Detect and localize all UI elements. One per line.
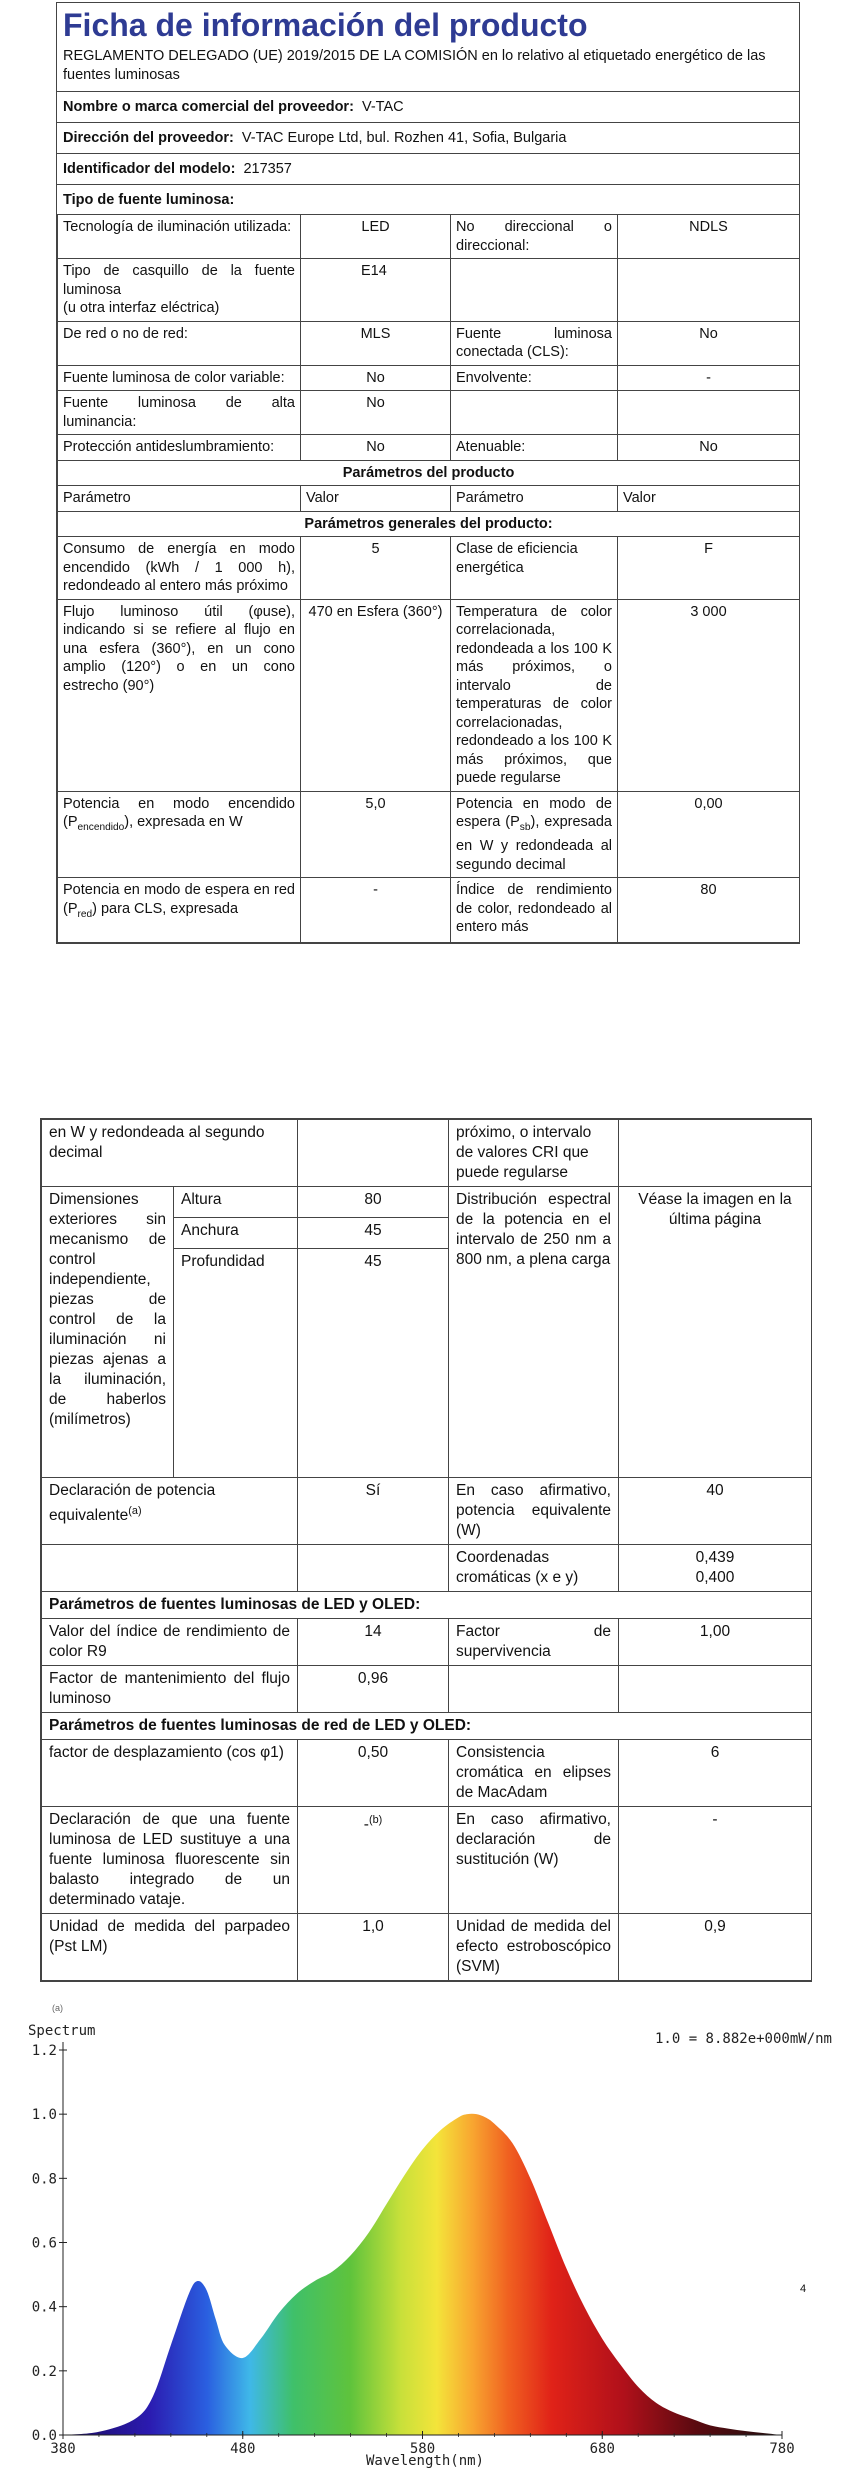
cell-value xyxy=(298,1807,449,1914)
cell-value: 80 xyxy=(618,878,800,943)
cell-label: Declaración de que una fuente luminosa de LED sustituye a una fuente luminosa fluorescente sin balasto integrado de un determinado vataje. xyxy=(42,1807,298,1914)
supplier-address-label: Dirección del proveedor: xyxy=(63,130,234,146)
standby-sub: sb xyxy=(519,821,531,833)
table-row xyxy=(42,1187,812,1218)
cell-value: 1,00 xyxy=(619,1619,812,1666)
cell-empty xyxy=(618,391,800,435)
table-row xyxy=(58,259,800,322)
source-type-row xyxy=(57,184,799,215)
cell-value: 3 000 xyxy=(618,599,800,791)
cell-label: próximo, o intervalo de valores CRI que puede regularse xyxy=(449,1120,619,1187)
table-row xyxy=(58,486,800,512)
cell-value: No xyxy=(301,391,451,435)
col-header-param: Parámetro xyxy=(451,486,618,512)
footnote-fragment: (a) xyxy=(52,2003,63,2013)
source-type-label: Tipo de fuente luminosa: xyxy=(63,192,235,208)
cell-value: 40 xyxy=(619,1478,812,1545)
net-standby-label-b: ) para CLS, expresada xyxy=(92,900,239,917)
y-tick-label: 0.0 xyxy=(31,2428,57,2444)
cell-label: Protección antideslumbramiento: xyxy=(58,435,301,461)
led-oled-header: Parámetros de fuentes luminosas de LED y OLED: xyxy=(42,1592,812,1619)
cell-value: F xyxy=(618,537,800,600)
params-table-continued xyxy=(41,1119,812,1981)
cell-label: Fuente luminosa de color variable: xyxy=(58,365,301,391)
supplier-name-label: Nombre o marca comercial del proveedor: xyxy=(63,99,354,115)
x-tick-label: 480 xyxy=(230,2441,256,2457)
dims-label: Dimensiones exteriores sin mecanismo de control independiente, piezas de control de la iluminación ni piezas ajenas a la iluminación, de haberlos (milímetros) xyxy=(42,1187,174,1478)
table-row xyxy=(58,435,800,461)
model-id-value: 217357 xyxy=(243,161,292,177)
cell-label xyxy=(451,791,618,878)
cell-value: No xyxy=(301,365,451,391)
cell-label: Clase de eficiencia energética xyxy=(451,537,618,600)
col-header-value: Valor xyxy=(618,486,800,512)
cell-label: Valor del índice de rendimiento de color R9 xyxy=(42,1619,298,1666)
cell-label: Envolvente: xyxy=(451,365,618,391)
plot-area xyxy=(32,2042,795,2457)
cell-value: 5 xyxy=(301,537,451,600)
table-row xyxy=(58,599,800,791)
cell-value: 0,96 xyxy=(298,1666,449,1713)
cell-label: Unidad de medida del parpadeo (Pst LM) xyxy=(42,1914,298,1981)
cell-value: LED xyxy=(301,215,451,259)
table-row xyxy=(42,1666,812,1713)
table-row xyxy=(42,1478,812,1545)
cell-empty xyxy=(619,1120,812,1187)
cell-value: MLS xyxy=(301,321,451,365)
y-tick-label: 1.2 xyxy=(31,2043,57,2059)
cell-label: De red o no de red: xyxy=(58,321,301,365)
table-row xyxy=(58,391,800,435)
cell-value: No xyxy=(618,321,800,365)
cell-label: No direccional o direccional: xyxy=(451,215,618,259)
cell-label: Factor de supervivencia xyxy=(449,1619,619,1666)
supplier-address-row xyxy=(57,122,799,153)
cell-label: En caso afirmativo, declaración de sustitución (W) xyxy=(449,1807,619,1914)
standby-label-a: Potencia en modo de espera (P xyxy=(456,795,612,830)
page-title: Ficha de información del producto xyxy=(63,7,588,43)
product-info-sheet-continued xyxy=(40,1118,812,1982)
col-header-value: Valor xyxy=(301,486,451,512)
cell-label: factor de desplazamiento (cos φ1) xyxy=(42,1740,298,1807)
chroma-y: 0,400 xyxy=(695,1569,735,1586)
cell-label-main: Tipo de casquillo de la fuente luminosa xyxy=(63,263,295,298)
power-on-label-b: ), expresada en W xyxy=(124,814,243,830)
col-header-param: Parámetro xyxy=(58,486,301,512)
x-tick-label: 380 xyxy=(50,2441,76,2457)
chroma-x: 0,439 xyxy=(695,1549,735,1566)
cell-value: 0,00 xyxy=(618,791,800,878)
dim-value: 45 xyxy=(298,1249,449,1478)
cell-label: Flujo luminoso útil (φuse), indicando si se refiere al flujo en una esfera (360°), en un cono amplio (120°) o en un cono estrecho (90°) xyxy=(58,599,301,791)
cell-value: No xyxy=(301,435,451,461)
x-tick-label: 780 xyxy=(769,2441,795,2457)
table-row xyxy=(58,878,800,943)
table-row xyxy=(42,1713,812,1740)
cell-empty xyxy=(298,1545,449,1592)
cell-label: Consumo de energía en modo encendido (kWh / 1 000 h), redondeado al entero más próximo xyxy=(58,537,301,600)
cell-empty xyxy=(618,259,800,322)
cell-label: En caso afirmativo, potencia equivalente (W) xyxy=(449,1478,619,1545)
cell-label xyxy=(58,878,301,943)
cell-value: No xyxy=(618,435,800,461)
type-table xyxy=(57,214,800,943)
table-row xyxy=(42,1619,812,1666)
cell-label: Coordenadas cromáticas (x e y) xyxy=(449,1545,619,1592)
cell-label xyxy=(58,259,301,322)
mains-led-header: Parámetros de fuentes luminosas de red de LED y OLED: xyxy=(42,1713,812,1740)
cell-label: Atenuable: xyxy=(451,435,618,461)
table-row xyxy=(58,365,800,391)
chart-scale-note: 1.0 = 8.882e+000mW/nm xyxy=(654,2031,832,2047)
power-on-label-a: Potencia en modo encendido (P xyxy=(63,795,295,830)
supplier-name-value: V-TAC xyxy=(361,99,404,115)
cell-value xyxy=(619,1545,812,1592)
y-tick-label: 0.8 xyxy=(31,2171,57,2188)
cell-empty xyxy=(451,391,618,435)
table-row xyxy=(42,1807,812,1914)
table-row xyxy=(58,791,800,878)
dim-name: Profundidad xyxy=(174,1249,298,1478)
page-number: 4 xyxy=(800,2283,807,2295)
dim-name: Altura xyxy=(174,1187,298,1218)
cell-label: Fuente luminosa de alta luminancia: xyxy=(58,391,301,435)
cell-label-extra: (u otra interfaz eléctrica) xyxy=(63,300,220,316)
cell-label: Tecnología de iluminación utilizada: xyxy=(58,215,301,259)
cell-label: Fuente luminosa conectada (CLS): xyxy=(451,321,618,365)
y-tick-label: 0.6 xyxy=(31,2235,57,2252)
net-standby-label-a: Potencia en modo de espera en red (P xyxy=(63,882,295,917)
table-row xyxy=(58,321,800,365)
cell-value: 14 xyxy=(298,1619,449,1666)
table-row xyxy=(58,537,800,600)
cell-value: - xyxy=(619,1807,812,1914)
table-row xyxy=(42,1120,812,1187)
y-tick-label: 0.4 xyxy=(31,2299,57,2316)
cell-value: NDLS xyxy=(618,215,800,259)
chart-title: Spectrum xyxy=(28,2023,96,2039)
cell-label: Consistencia cromática en elipses de MacAdam xyxy=(449,1740,619,1807)
cell-empty xyxy=(42,1545,298,1592)
cell-label: Factor de mantenimiento del flujo luminoso xyxy=(42,1666,298,1713)
replace-value: - xyxy=(363,1816,369,1834)
table-row xyxy=(42,1592,812,1619)
table-row xyxy=(58,215,800,259)
y-tick-label: 0.2 xyxy=(31,2363,57,2380)
cell-empty xyxy=(619,1666,812,1713)
cell-value: 6 xyxy=(619,1740,812,1807)
net-standby-sub: red xyxy=(77,908,93,920)
spectral-value: Véase la imagen en la última página xyxy=(619,1187,812,1478)
table-row xyxy=(42,1914,812,1981)
regulation-intro: REGLAMENTO DELEGADO (UE) 2019/2015 DE LA COMISIÓN en lo relativo al etiquetado energético de las fuentes luminosas xyxy=(63,48,766,83)
cell-label: Temperatura de color correlacionada, redondeada a los 100 K más próximos, o intervalo de temperaturas de color correlacionadas, redondeado a los 100 K más próximos, que puede regularse xyxy=(451,599,618,791)
general-params-header: Parámetros generales del producto: xyxy=(58,511,800,537)
product-info-sheet xyxy=(56,2,800,944)
model-id-row xyxy=(57,153,799,184)
cell-label xyxy=(42,1478,298,1545)
equiv-label: Declaración de potencia equivalente xyxy=(49,1482,216,1525)
x-tick-label: 580 xyxy=(409,2441,436,2457)
spectral-label: Distribución espectral de la potencia en el intervalo de 250 nm a 800 nm, a plena carga xyxy=(449,1187,619,1478)
model-id-label: Identificador del modelo: xyxy=(63,161,236,177)
cell-label: Unidad de medida del efecto estroboscópico (SVM) xyxy=(449,1914,619,1981)
cell-value: 470 en Esfera (360°) xyxy=(301,599,451,791)
equiv-footnote-mark: (a) xyxy=(128,1505,142,1517)
cell-value: 0,50 xyxy=(298,1740,449,1807)
table-row xyxy=(42,1545,812,1592)
cell-empty xyxy=(298,1120,449,1187)
x-tick-label: 680 xyxy=(589,2441,615,2457)
x-axis-label: Wavelength(nm) xyxy=(365,2453,485,2469)
table-row xyxy=(42,1740,812,1807)
dim-value: 45 xyxy=(298,1218,449,1249)
cell-value: 5,0 xyxy=(301,791,451,878)
spectrum-chart xyxy=(0,2010,852,2471)
cell-label: en W y redondeada al segundo decimal xyxy=(42,1120,298,1187)
spectrum-area xyxy=(63,2114,782,2435)
cell-value: 1,0 xyxy=(298,1914,449,1981)
cell-value: 0,9 xyxy=(619,1914,812,1981)
supplier-address-value: V-TAC Europe Ltd, bul. Rozhen 41, Sofia, Bulgaria xyxy=(241,130,567,146)
table-row xyxy=(58,511,800,537)
cell-empty xyxy=(451,259,618,322)
cell-label xyxy=(58,791,301,878)
cell-label: Índice de rendimiento de color, redondeado al entero más xyxy=(451,878,618,943)
dim-value: 80 xyxy=(298,1187,449,1218)
product-params-header: Parámetros del producto xyxy=(58,460,800,486)
cell-value: E14 xyxy=(301,259,451,322)
y-tick-label: 1.0 xyxy=(31,2107,57,2124)
power-on-sub: encendido xyxy=(77,821,125,833)
supplier-name-row xyxy=(57,91,799,122)
standby-label-b: ), expresada en W y redondeada al segundo decimal xyxy=(456,814,612,873)
dim-name: Anchura xyxy=(174,1218,298,1249)
cell-value: - xyxy=(301,878,451,943)
cell-empty xyxy=(449,1666,619,1713)
table-row xyxy=(58,460,800,486)
cell-value: - xyxy=(618,365,800,391)
replace-footnote-mark: (b) xyxy=(368,1814,383,1826)
cell-value: Sí xyxy=(298,1478,449,1545)
